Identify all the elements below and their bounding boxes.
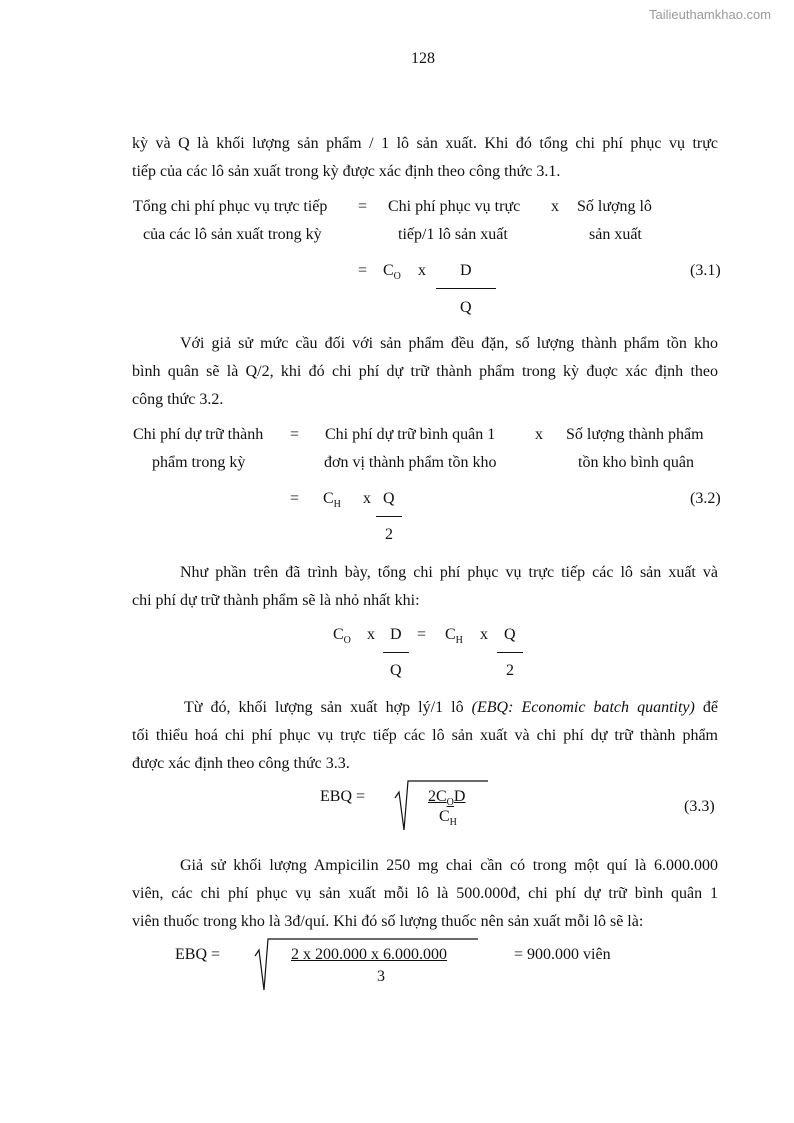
eq33-den-sub: H [449, 817, 457, 828]
eq31-label: (3.1) [690, 262, 721, 279]
cond-num-1: D [390, 626, 402, 643]
para4-text-italic: (EBQ: Economic batch quantity) [471, 699, 695, 716]
paragraph-line: tối thiểu hoá chi phí phục vụ trực tiếp các lô sản xuất và chi phí dự trữ thành phẩm [132, 727, 718, 744]
eq31-c: C [383, 262, 394, 279]
square-root-icon [254, 936, 480, 992]
eq32-c-sub: H [333, 499, 341, 510]
cond-fraction-bar-2 [497, 652, 523, 653]
paragraph-1 [132, 130, 718, 186]
paragraph-line: bình quân sẽ là Q/2, khi đó chi phí dự trữ thành phẩm trong kỳ đuợc xác định theo [132, 363, 718, 380]
eq32-c: C [323, 490, 334, 507]
eq32-fraction-bar [376, 516, 402, 517]
eq32-right-line2: tồn kho bình quân [578, 454, 694, 471]
paragraph-line: viên, các chi phí phục vụ sản xuất mỗi lô là 500.000đ, chi phí dự trữ bình quân 1 [132, 885, 718, 902]
eq33-num-sub: O [446, 797, 454, 808]
eq31-c-sub: O [393, 271, 401, 282]
final-lhs: EBQ = [175, 946, 221, 963]
page-number: 128 [411, 50, 435, 67]
eq31-denominator: Q [460, 299, 472, 316]
paragraph-3 [132, 559, 718, 615]
cond-num-2: Q [504, 626, 516, 643]
cond-c2 [445, 626, 463, 644]
eq32-label: (3.2) [690, 490, 721, 507]
cond-c1-letter: C [333, 626, 344, 643]
paragraph-line: được xác định theo công thức 3.3. [132, 755, 350, 772]
eq31-numerator: D [460, 262, 472, 279]
cond-times-1: x [367, 626, 375, 643]
eq33-lhs: EBQ = [320, 788, 366, 805]
eq32-equals: = [290, 426, 300, 443]
eq32-times: x [535, 426, 543, 443]
paragraph-line: Giả sử khối lượng Ampicilin 250 mg chai cần có trong một quí là 6.000.000 [180, 857, 718, 874]
eq33-den-letter: C [439, 808, 450, 825]
eq32-numerator: Q [383, 490, 395, 507]
para4-text-post: để [694, 699, 719, 716]
eq31-fraction-bar [436, 288, 496, 289]
paragraph-line: kỳ và Q là khối lượng sản phẩm / 1 lô sản xuất. Khi đó tổng chi phí phục vụ trực [132, 135, 718, 152]
paragraph-line: Như phần trên đã trình bày, tổng chi phí phục vụ trực tiếp các lô sản xuất và [180, 564, 718, 581]
eq33-numerator [428, 788, 465, 806]
paragraph-line: tiếp của các lô sản xuất trong kỳ được xác định theo công thức 3.1. [132, 163, 561, 180]
eq31-equals-2: = [358, 262, 368, 279]
cond-equals: = [417, 626, 427, 643]
eq33-num-pre: 2C [428, 788, 447, 805]
final-denominator: 3 [377, 968, 385, 985]
paragraph-5 [132, 852, 718, 936]
eq31-times: x [551, 198, 559, 215]
eq32-left-line1: Chi phí dự trữ thành [133, 426, 264, 443]
paragraph-line: viên thuốc trong kho là 3đ/quí. Khi đó số lượng thuốc nên sản xuất mỗi lô sẽ là: [132, 913, 644, 930]
cond-times-2: x [480, 626, 488, 643]
eq32-cost-symbol [323, 490, 341, 508]
eq32-left-line2: phẩm trong kỳ [152, 454, 246, 471]
eq32-mid-line2: đơn vị thành phẩm tồn kho [324, 454, 497, 471]
eq33-label: (3.3) [684, 798, 715, 815]
eq33-num-post: D [453, 788, 466, 805]
paragraph-line [132, 694, 718, 722]
eq31-mid-line2: tiếp/1 lô sản xuất [398, 226, 508, 243]
cond-c1 [333, 626, 351, 644]
eq31-left-line2: của các lô sản xuất trong kỳ [143, 226, 322, 243]
eq31-times-2: x [418, 262, 426, 279]
eq31-mid-line1: Chi phí phục vụ trực [388, 198, 521, 215]
eq32-times-2: x [363, 490, 371, 507]
cond-den-1: Q [390, 662, 402, 679]
eq31-right-line1: Số lượng lô [577, 198, 652, 215]
cond-c2-sub: H [455, 635, 463, 646]
eq32-equals-2: = [290, 490, 300, 507]
eq31-equals: = [358, 198, 368, 215]
paragraph-line: chi phí dự trữ thành phẩm sẽ là nhỏ nhất khi: [132, 592, 420, 609]
final-num-text: 2 x 200.000 x 6.000.000 [291, 946, 447, 963]
final-result: = 900.000 viên [514, 946, 611, 963]
paragraph-4 [132, 694, 718, 778]
paragraph-line: Với giả sử mức cầu đối với sản phẩm đều đặn, số lượng thành phẩm tồn kho [180, 335, 718, 352]
eq32-right-line1: Số lượng thành phẩm [566, 426, 704, 443]
eq31-left-line1: Tổng chi phí phục vụ trực tiếp [133, 198, 328, 215]
final-numerator [291, 946, 447, 964]
paragraph-2 [132, 330, 718, 414]
cond-c2-letter: C [445, 626, 456, 643]
cond-den-2: 2 [506, 662, 514, 679]
cond-fraction-bar-1 [383, 652, 409, 653]
eq32-denominator: 2 [385, 526, 393, 543]
paragraph-line: công thức 3.2. [132, 391, 224, 408]
cond-c1-sub: O [343, 635, 351, 646]
eq31-right-line2: sản xuất [589, 226, 642, 243]
para4-text-pre: Từ đó, khối lượng sản xuất hợp lý/1 lô [184, 699, 472, 716]
eq32-mid-line1: Chi phí dự trữ bình quân 1 [325, 426, 496, 443]
eq31-cost-symbol [383, 262, 401, 280]
eq33-denominator [439, 808, 457, 826]
watermark: Tailieuthamkhao.com [649, 7, 772, 22]
